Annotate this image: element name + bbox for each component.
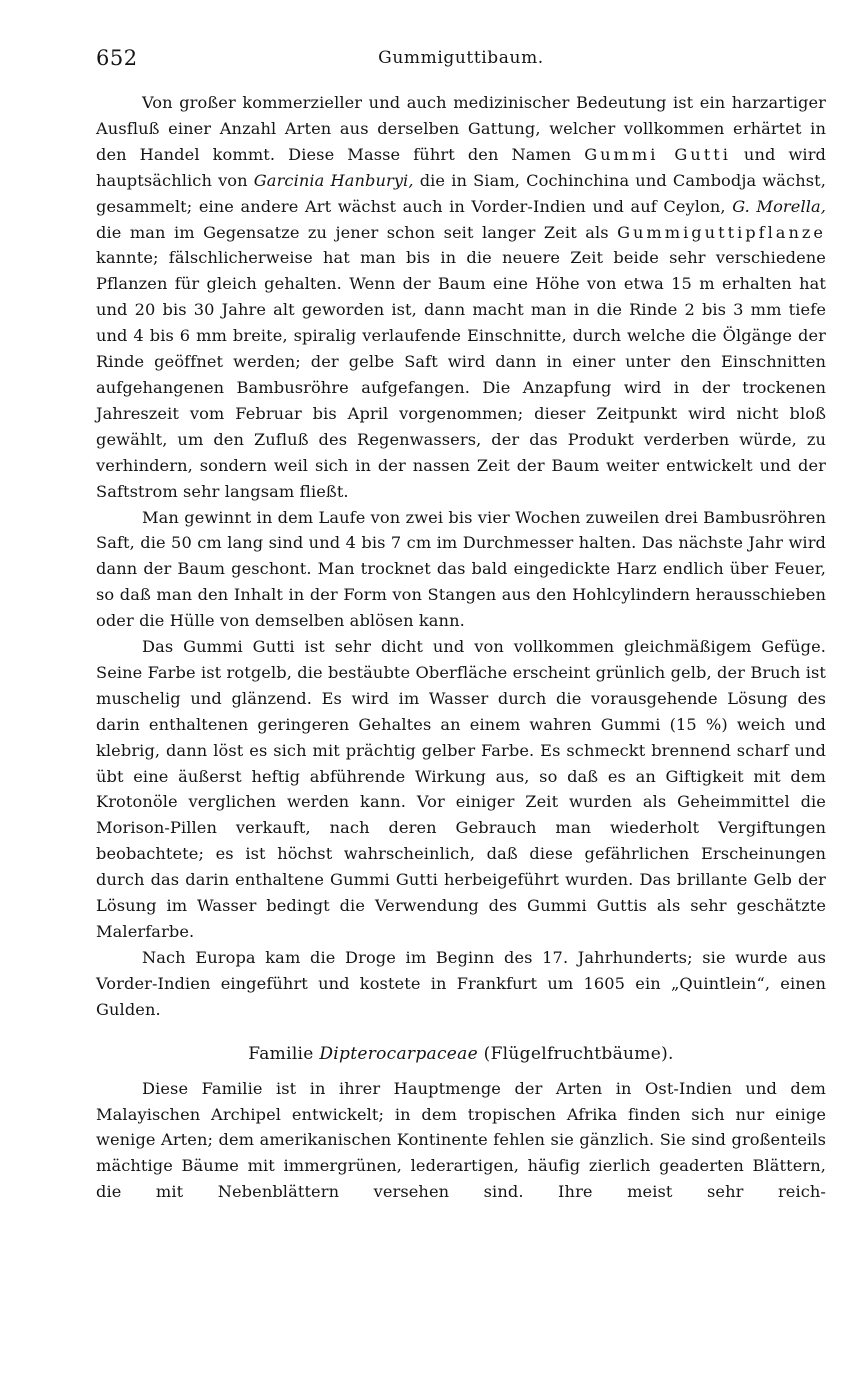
- spaced-term-gummiguttipflanze: Gummiguttipflanze: [617, 222, 826, 242]
- paragraph-gummi-gutti-origin: [96, 90, 826, 505]
- page-header: [96, 46, 826, 76]
- text-run: die man im Gegensatze zu jener schon seit langer Zeit als: [96, 222, 618, 242]
- running-title: Gummiguttibaum.: [378, 48, 544, 68]
- page-number: 652: [96, 46, 138, 70]
- paragraph-history: Nach Europa kam die Droge im Beginn des 17. Jahrhunderts; sie wurde aus Vorder-Indien eingeführt und kostete in Frankfurt um 1605 ein „Quintlein“, einen Gulden.: [96, 947, 826, 1019]
- spaced-term-gummi-gutti: Gummi Gutti: [584, 144, 731, 164]
- species-name-g-morella: G. Morella,: [732, 196, 826, 216]
- species-name-garcinia-hanburyi: Garcinia Hanburyi,: [253, 170, 414, 190]
- body-text: [96, 90, 826, 1205]
- text-run: und wird hauptsächlich von: [96, 144, 826, 190]
- section-heading: [96, 1041, 826, 1067]
- heading-prefix: Familie: [248, 1043, 320, 1064]
- text-run: die in Siam, Cochinchina und Cambodja wächst, gesammelt; eine andere Art wächst auch in Vorder-Indien und auf Ceylon,: [96, 170, 826, 216]
- heading-family-name: Dipterocarpaceae: [319, 1043, 478, 1064]
- text-run: kannte; fälschlicherweise hat man bis in die neuere Zeit beide sehr verschiedene Pflanzen für gleich gehalten. Wenn der Baum eine Höhe von etwa 15 m erhalten hat und 20 bis 30 Jahre alt geworden ist, dann macht man in die Rinde 2 bis 3 mm tiefe und 4 bis 6 mm breite, spiralig verlaufende Einschnitte, durch welche die Ölgänge der Rinde geöffnet werden; der gelbe Saft wird dann in einer unter den Einschnitten aufgehangenen Bambusröhre aufgefangen. Die Anzapfung wird in der trockenen Jahreszeit vom Februar bis April vorgenommen; dieser Zeitpunkt wird nicht bloß gewählt, um den Zufluß des Regenwassers, der das Produkt verderben würde, zu verhindern, sondern weil sich in der nassen Zeit der Baum weiter entwickelt und der Saftstrom sehr langsam fließt.: [96, 248, 826, 501]
- paragraph-harvest: Man gewinnt in dem Laufe von zwei bis vier Wochen zuweilen drei Bambusröhren Saft, die 50 cm lang sind und 4 bis 7 cm im Durchmesser halten. Das nächste Jahr wird dann der Baum geschont. Man trocknet das bald eingedickte Harz endlich über Feuer, so daß man den Inhalt in der Form von Stangen aus den Hohlcylindern herausschieben oder die Hülle von demselben ablösen kann.: [96, 507, 826, 631]
- heading-suffix: (Flügelfruchtbäume).: [477, 1043, 674, 1064]
- paragraph-properties: Das Gummi Gutti ist sehr dicht und von vollkommen gleichmäßigem Gefüge. Seine Farbe ist rotgelb, die bestäubte Oberfläche erscheint grünlich gelb, der Bruch ist muschelig und glänzend. Es wird im Wasser durch die vorausgehende Lösung des darin enthaltenen geringeren Gehaltes an einem wahren Gummi (15 %) weich und klebrig, dann löst es sich mit prächtig gelber Farbe. Es schmeckt brennend scharf und übt eine äußerst heftig abführende Wirkung aus, so daß es an Giftigkeit mit dem Krotonöle verglichen werden kann. Vor einiger Zeit wurden als Geheimmittel die Morison-Pillen verkauft, nach deren Gebrauch man wiederholt Vergiftungen beobachtete; es ist höchst wahrscheinlich, daß diese gefährlichen Erscheinungen durch das darin enthaltene Gummi Gutti herbeigeführt wurden. Das brillante Gelb der Lösung im Wasser bedingt die Verwendung des Gummi Guttis als sehr geschätzte Malerfarbe.: [96, 637, 826, 941]
- paragraph-dipterocarpaceae: Diese Familie ist in ihrer Hauptmenge der Arten in Ost-Indien und dem Malayischen Archipel entwickelt; in dem tropischen Afrika finden sich nur einige wenige Arten; dem amerikanischen Kontinente fehlen sie gänzlich. Sie sind großenteils mächtige Bäume mit immergrünen, lederartigen, häufig zierlich geaderten Blättern, die mit Nebenblättern versehen sind. Ihre meist sehr reich-: [96, 1078, 826, 1202]
- text-run: Von großer kommerzieller und auch medizinischer Bedeutung ist ein harzartiger Ausfluß einer Anzahl Arten aus derselben Gattung, welcher vollkommen erhärtet in den Handel kommt. Diese Masse führt den Namen: [96, 93, 826, 164]
